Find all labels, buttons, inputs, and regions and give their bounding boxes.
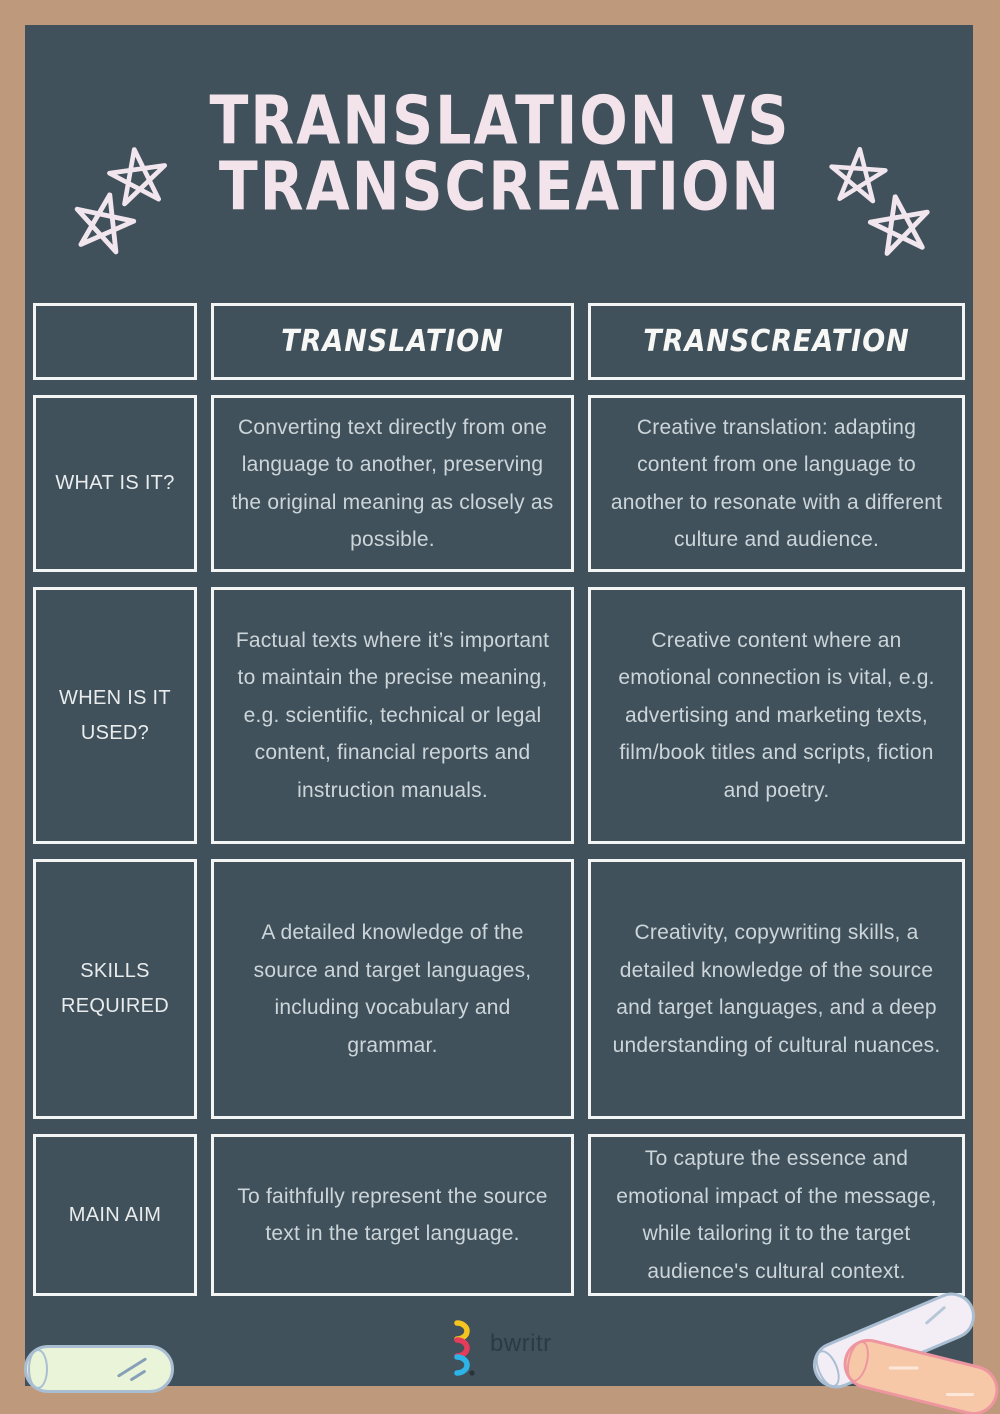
title-line-2: TRANSCREATION bbox=[218, 148, 782, 226]
column-header-translation bbox=[211, 303, 574, 380]
cell-transcreation-main-aim: To capture the essence and emotional impact of the message, while tailoring it to the target audience's cultural context. bbox=[588, 1134, 965, 1296]
column-header-translation-label: TRANSLATION bbox=[281, 324, 504, 359]
corner-cell bbox=[33, 303, 197, 380]
row-label-skills-required: SKILLS REQUIRED bbox=[33, 859, 197, 1119]
brand-logo bbox=[448, 1318, 552, 1383]
chalk-mark bbox=[946, 1393, 974, 1396]
chalk-mark bbox=[117, 1357, 147, 1378]
cell-transcreation-what-is-it: Creative translation: adapting content from one language to another to resonate with a different culture and audience. bbox=[588, 395, 965, 572]
cell-transcreation-when-is-it-used: Creative content where an emotional connection is vital, e.g. advertising and marketing texts, film/book titles and scripts, fiction and poetry. bbox=[588, 587, 965, 844]
chalk-piece-green bbox=[24, 1345, 174, 1393]
chalk-mark bbox=[889, 1367, 919, 1370]
bwritr-logo-icon bbox=[448, 1318, 480, 1383]
row-label-main-aim: MAIN AIM bbox=[33, 1134, 197, 1296]
cell-translation-main-aim: To faithfully represent the source text in the target language. bbox=[211, 1134, 574, 1296]
logo-text: bwritr bbox=[490, 1329, 552, 1357]
star-icon-right-large bbox=[861, 189, 938, 260]
cell-translation-skills-required: A detailed knowledge of the source and target languages, including vocabulary and grammar. bbox=[211, 859, 574, 1119]
row-label-when-is-it-used: WHEN IS IT USED? bbox=[33, 587, 197, 844]
chalk-mark bbox=[130, 1369, 147, 1381]
cell-translation-when-is-it-used: Factual texts where it’s important to maintain the precise meaning, e.g. scientific, technical or legal content, financial reports and instruction manuals. bbox=[211, 587, 574, 844]
column-header-transcreation-label: TRANSCREATION bbox=[643, 324, 910, 359]
chalk-mark bbox=[925, 1306, 947, 1325]
row-label-what-is-it: WHAT IS IT? bbox=[33, 395, 197, 572]
cell-translation-what-is-it: Converting text directly from one language to another, preserving the original meaning as closely as possible. bbox=[211, 395, 574, 572]
cell-transcreation-skills-required: Creativity, copywriting skills, a detailed knowledge of the source and target languages, and a deep understanding of cultural nuances. bbox=[588, 859, 965, 1119]
comparison-table bbox=[33, 303, 965, 1296]
title-line-1: TRANSLATION VS bbox=[209, 82, 791, 160]
column-header-transcreation bbox=[588, 303, 965, 380]
